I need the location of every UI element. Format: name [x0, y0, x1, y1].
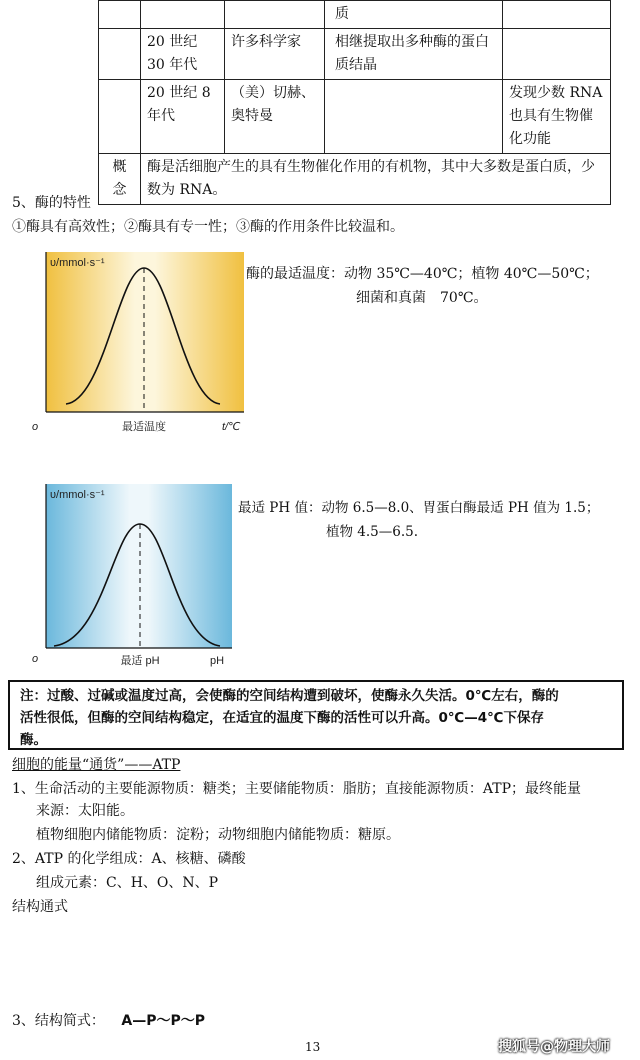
atp-p2-line2: 组成元素：C、H、O、N、P: [36, 875, 219, 891]
finding-cell: 质: [325, 1, 503, 29]
atp-p3: [12, 1010, 205, 1032]
finding-cell: [325, 80, 503, 154]
ph-y-label: υ/mmol·s⁻¹: [50, 489, 105, 501]
note-box: [8, 680, 624, 750]
concept-text: 酶是活细胞产生的具有生物催化作用的有机物，其中大多数是蛋白质，少数为 RNA。: [141, 154, 611, 205]
temperature-note: [246, 262, 599, 310]
atp-p1-line1: 1、生命活动的主要能源物质：糖类；主要储能物质：脂肪；直接能源物质：ATP；最终能量: [12, 781, 582, 797]
enzyme-history-table: [98, 0, 611, 205]
note-cell: [503, 1, 611, 29]
temperature-y-label: υ/mmol·s⁻¹: [50, 257, 105, 269]
temperature-chart-background: [46, 252, 244, 412]
page-number: 13: [305, 1040, 321, 1054]
atp-p3-label: 3、结构简式：: [12, 1013, 105, 1029]
ph-chart-background: [46, 484, 232, 648]
atp-structure-general: 结构通式: [12, 899, 68, 915]
person-cell: 许多科学家: [225, 29, 325, 80]
section5-traits: ①酶具有高效性；②酶具有专一性；③酶的作用条件比较温和。: [12, 219, 404, 235]
atp-title: 细胞的能量“通货”——ATP: [12, 757, 181, 773]
temperature-note-line2: 细菌和真菌 70℃。: [356, 290, 488, 306]
note-line1: 注：过酸、过碱或温度过高，会使酶的空间结构遭到破坏，使酶永久失活。0℃左右，酶的: [20, 688, 559, 704]
ph-note-line1: 最适 PH 值：动物 6.5—8.0、胃蛋白酶最适 PH 值为 1.5；: [238, 500, 600, 516]
note-cell: [503, 29, 611, 80]
person-cell: （美）切赫、奥特曼: [225, 80, 325, 154]
ph-note: [238, 496, 599, 544]
note-cell: 发现少数 RNA 也具有生物催化功能: [503, 80, 611, 154]
ph-note-line2: 植物 4.5—6.5.: [326, 524, 419, 540]
temperature-x-label: t/℃: [222, 421, 241, 433]
time-cell: 20 世纪 8 年代: [141, 80, 225, 154]
table-row: [99, 29, 611, 80]
atp-formula: A—P～P～P: [121, 1013, 205, 1029]
ph-optimum-label: 最适 pH: [120, 655, 160, 667]
ph-chart: [14, 484, 234, 670]
temperature-origin-label: o: [32, 421, 39, 433]
atp-p1-line2: 来源：太阳能。: [36, 803, 134, 819]
finding-cell: 相继提取出多种酶的蛋白质结晶: [325, 29, 503, 80]
note-line3: 酶。: [20, 732, 47, 748]
time-cell: [141, 1, 225, 29]
ph-origin-label: o: [32, 653, 39, 665]
section5-heading: 5、酶的特性: [12, 195, 91, 211]
temperature-optimum-label: 最适温度: [122, 421, 166, 433]
table-row-concept: [99, 154, 611, 205]
time-cell: 20 世纪 30 年代: [141, 29, 225, 80]
atp-p1-line3: 植物细胞内储能物质：淀粉；动物细胞内储能物质：糖原。: [36, 827, 400, 843]
person-cell: [225, 1, 325, 29]
watermark: 搜狐号@物理大师: [498, 1039, 610, 1055]
temperature-chart: [14, 252, 246, 442]
ph-x-label: pH: [210, 655, 225, 667]
table-row: [99, 80, 611, 154]
note-line2: 活性很低，但酶的空间结构稳定，在适宜的温度下酶的活性可以升高。0℃—4℃下保存: [20, 710, 544, 726]
temperature-note-line1: 酶的最适温度：动物 35℃—40℃；植物 40℃—50℃；: [246, 266, 599, 282]
table-row: [99, 1, 611, 29]
atp-p2-line1: 2、ATP 的化学组成：A、核糖、磷酸: [12, 851, 246, 867]
concept-label: 概念: [99, 154, 141, 205]
